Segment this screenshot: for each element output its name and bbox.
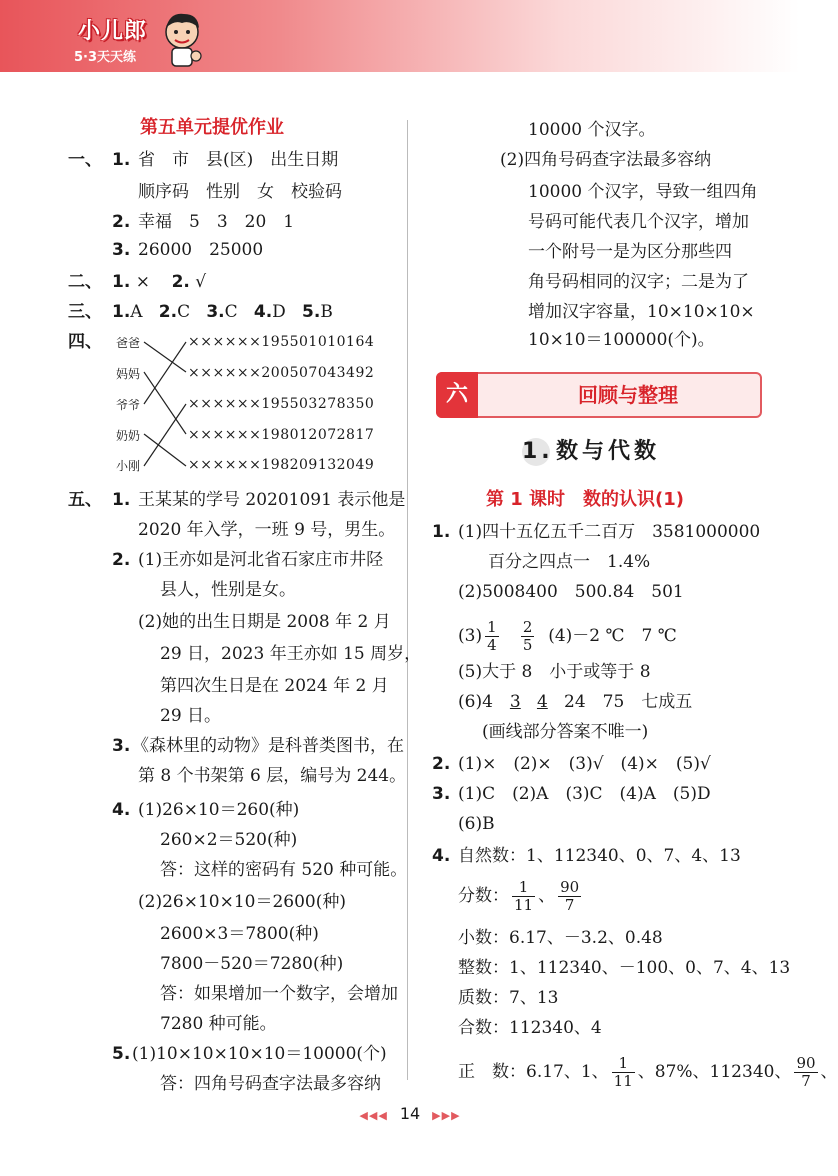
q5-line: 《森林里的动物》是科普类图书，在 [132, 736, 404, 756]
q1-line: 幸福 5 3 20 1 [138, 212, 295, 232]
q5-line: (1)10×10×10×10＝10000(个) [132, 1044, 387, 1064]
right-arrows-icon: ▶▶▶ [432, 1109, 461, 1122]
match-label: 小刚 [116, 459, 141, 473]
q5-line: 答：这样的密码有 520 种可能。 [160, 860, 408, 880]
q5-number: 五、 [68, 490, 102, 510]
underlined-answer: 4 [536, 692, 548, 712]
q5-line: 2020 年入学，一班 9 号，男生。 [138, 520, 396, 540]
fraction [558, 879, 581, 914]
unit-number: 六 [436, 372, 478, 418]
q1-number: 一、 [68, 150, 102, 170]
chapter-number: 1. [522, 439, 554, 464]
brand-logo [60, 10, 210, 70]
q5-line: (2)她的出生日期是 2008 年 2 月 [138, 612, 391, 632]
q1-line: 顺序码 性别 女 校验码 [138, 182, 342, 202]
match-code: ××××××195501010164 [188, 334, 375, 350]
a1-line: (1)四十五亿五千二百万 3581000000 [458, 522, 761, 542]
q5-line: (1)26×10＝260(种) [138, 800, 300, 820]
continuation-line: 增加汉字容量，10×10×10× [528, 302, 755, 322]
page-number: 14 [399, 1104, 421, 1123]
q1-line: 省 市 县(区) 出生日期 [138, 150, 339, 170]
continuation-line: 角号码相同的汉字；二是为了 [528, 272, 749, 292]
a4-line: 小数：6.17、－3.2、0.48 [458, 928, 663, 948]
unit-title: 回顾与整理 [578, 383, 678, 407]
match-line [144, 342, 186, 372]
q3-item-number: 1. [112, 302, 131, 322]
q2-answer: √ [195, 272, 207, 292]
q2-item-number: 2. [171, 272, 190, 292]
a2-number: 2. [432, 754, 451, 774]
fraction-denominator: 5 [522, 636, 533, 654]
a3-line: (1)C (2)A (3)C (4)A (5)D [458, 784, 711, 804]
continuation-line: 号码可能代表几个汉字，增加 [528, 212, 749, 232]
q3-item-number: 5. [302, 302, 321, 322]
a4-line: 合数：112340、4 [458, 1018, 602, 1038]
unit-banner [436, 372, 762, 418]
matching-lines [140, 330, 192, 480]
match-line [144, 342, 186, 404]
separator: 、 [538, 886, 556, 906]
fraction [612, 1055, 635, 1090]
q2-answers [112, 272, 206, 292]
q5-line: 第 8 个书架第 6 层，编号为 244。 [138, 766, 407, 786]
q5-line: 答：四角号码查字法最多容纳 [160, 1074, 381, 1094]
q3-answer: C [177, 302, 191, 322]
q3-number: 三、 [68, 302, 102, 322]
a1-note: (画线部分答案不唯一) [482, 722, 649, 742]
continuation-line: 10×10＝100000(个)。 [528, 330, 715, 350]
q5-line: 29 日。 [160, 706, 222, 726]
continuation-line: 一个附号一是为区分那些四 [528, 242, 732, 262]
a4-positive-line [458, 1054, 838, 1090]
a3-number: 3. [432, 784, 451, 804]
fraction [485, 619, 499, 654]
match-label: 奶奶 [116, 429, 141, 443]
a4-line: 自然数：1、112340、0、7、4、13 [458, 846, 741, 866]
continuation-line: (2)四角号码查字法最多容纳 [500, 150, 712, 170]
a4-label: 正 数：6.17、1、 [458, 1062, 609, 1082]
a1-line: (5)大于 8 小于或等于 8 [458, 662, 651, 682]
a1-fraction-line [458, 618, 677, 654]
q5-line: (1)王亦如是河北省石家庄市井陉 [138, 550, 384, 570]
fraction-numerator: 1 [512, 879, 535, 897]
page-footer [340, 1104, 480, 1123]
fraction-denominator: 11 [613, 1072, 633, 1090]
q3-answer: B [320, 302, 333, 322]
a1-label: (3) [458, 626, 483, 646]
a1-underline-line [458, 692, 692, 712]
match-line [144, 404, 186, 466]
lesson-title: 第 1 课时 数的认识(1) [486, 489, 685, 510]
q5-line: 2600×3＝7800(种) [160, 924, 319, 944]
q1-item-number: 1. [112, 150, 131, 170]
left-arrows-icon: ◀◀◀ [359, 1109, 388, 1122]
a1-number: 1. [432, 522, 451, 542]
q5-line: 7280 种可能。 [160, 1014, 277, 1034]
q3-answer: D [272, 302, 286, 322]
q3-answers [112, 302, 333, 322]
section-title: 第五单元提优作业 [140, 117, 284, 138]
underlined-answer: 3 [509, 692, 521, 712]
q2-number: 二、 [68, 272, 102, 292]
mascot-icon [160, 10, 204, 72]
match-code: ××××××198209132049 [188, 457, 375, 473]
a4-line: 整数：1、112340、－100、0、7、4、13 [458, 958, 791, 978]
q5-line: 王某某的学号 20201091 表示他是 [138, 490, 406, 510]
q5-item-number: 2. [112, 550, 131, 570]
q5-item-number: 4. [112, 800, 131, 820]
fraction-denominator: 7 [564, 896, 575, 914]
q3-item-number: 4. [253, 302, 273, 322]
match-label: 爸爸 [116, 336, 141, 350]
a4-fraction-line [458, 878, 584, 914]
q5-item-number: 1. [112, 490, 131, 510]
match-label: 妈妈 [116, 367, 141, 381]
q2-answer: × [135, 272, 150, 292]
q1-item-number: 3. [112, 240, 131, 260]
a3-line: (6)B [458, 814, 495, 834]
q5-item-number: 3. [112, 736, 131, 756]
a1-text: (6)4 [458, 692, 510, 712]
continuation-line: 10000 个汉字，导致一组四角 [528, 182, 758, 202]
q5-line: (2)26×10×10＝2600(种) [138, 892, 346, 912]
a1-line: (2)5008400 500.84 501 [458, 582, 684, 602]
match-label: 爷爷 [116, 398, 141, 412]
brand-title: 小儿郎 [78, 19, 148, 44]
q5-line: 县人，性别是女。 [160, 580, 296, 600]
q5-line: 29 日，2023 年王亦如 15 周岁， [160, 644, 422, 664]
column-divider [407, 120, 408, 1080]
a4-label: 分数： [458, 886, 509, 906]
fraction-numerator: 90 [560, 878, 580, 896]
fraction-denominator: 11 [514, 896, 534, 914]
q3-answer: C [224, 302, 238, 322]
a1-text: (4)－2 ℃ 7 ℃ [548, 626, 677, 646]
match-code: ××××××195503278350 [188, 396, 375, 412]
a4-line: 质数：7、13 [458, 988, 559, 1008]
q3-item-number: 2. [158, 302, 178, 322]
fraction [794, 1055, 817, 1090]
a4-text: 、 [820, 1062, 838, 1082]
fraction [512, 879, 535, 914]
fraction-numerator: 2 [522, 618, 533, 636]
chapter-title: 数与代数 [556, 439, 661, 464]
fraction-numerator: 90 [796, 1054, 816, 1072]
a4-text: 、87%、112340、 [637, 1062, 792, 1082]
match-line [144, 372, 186, 434]
brand-subtitle: 5·3天天练 [74, 50, 137, 65]
fraction-denominator: 4 [487, 636, 497, 654]
a1-text: 24 75 七成五 [564, 692, 693, 712]
fraction-denominator: 7 [801, 1072, 811, 1090]
q4-number: 四、 [68, 332, 102, 352]
q2-item-number: 1. [112, 272, 131, 292]
a2-line: (1)× (2)× (3)√ (4)× (5)√ [458, 754, 711, 774]
q5-line: 7800－520＝7280(种) [160, 954, 344, 974]
q3-answer: A [130, 302, 143, 322]
chapter-heading [522, 438, 660, 466]
fraction [521, 619, 535, 654]
q5-line: 第四次生日是在 2024 年 2 月 [160, 676, 389, 696]
q1-line: 26000 25000 [138, 240, 264, 260]
match-line [144, 434, 186, 466]
q1-item-number: 2. [112, 212, 131, 232]
match-code: ××××××198012072817 [188, 427, 375, 443]
a4-number: 4. [432, 846, 451, 866]
q3-item-number: 3. [206, 302, 225, 322]
q5-item-number: 5. [112, 1044, 131, 1064]
fraction-numerator: 1 [487, 618, 497, 636]
q5-line: 答：如果增加一个数字，会增加 [160, 984, 398, 1004]
fraction-numerator: 1 [612, 1055, 635, 1073]
continuation-line: 10000 个汉字。 [528, 120, 656, 140]
match-code: ××××××200507043492 [188, 365, 375, 381]
q5-line: 260×2＝520(种) [160, 830, 298, 850]
a1-line: 百分之四点一 1.4% [488, 552, 651, 572]
